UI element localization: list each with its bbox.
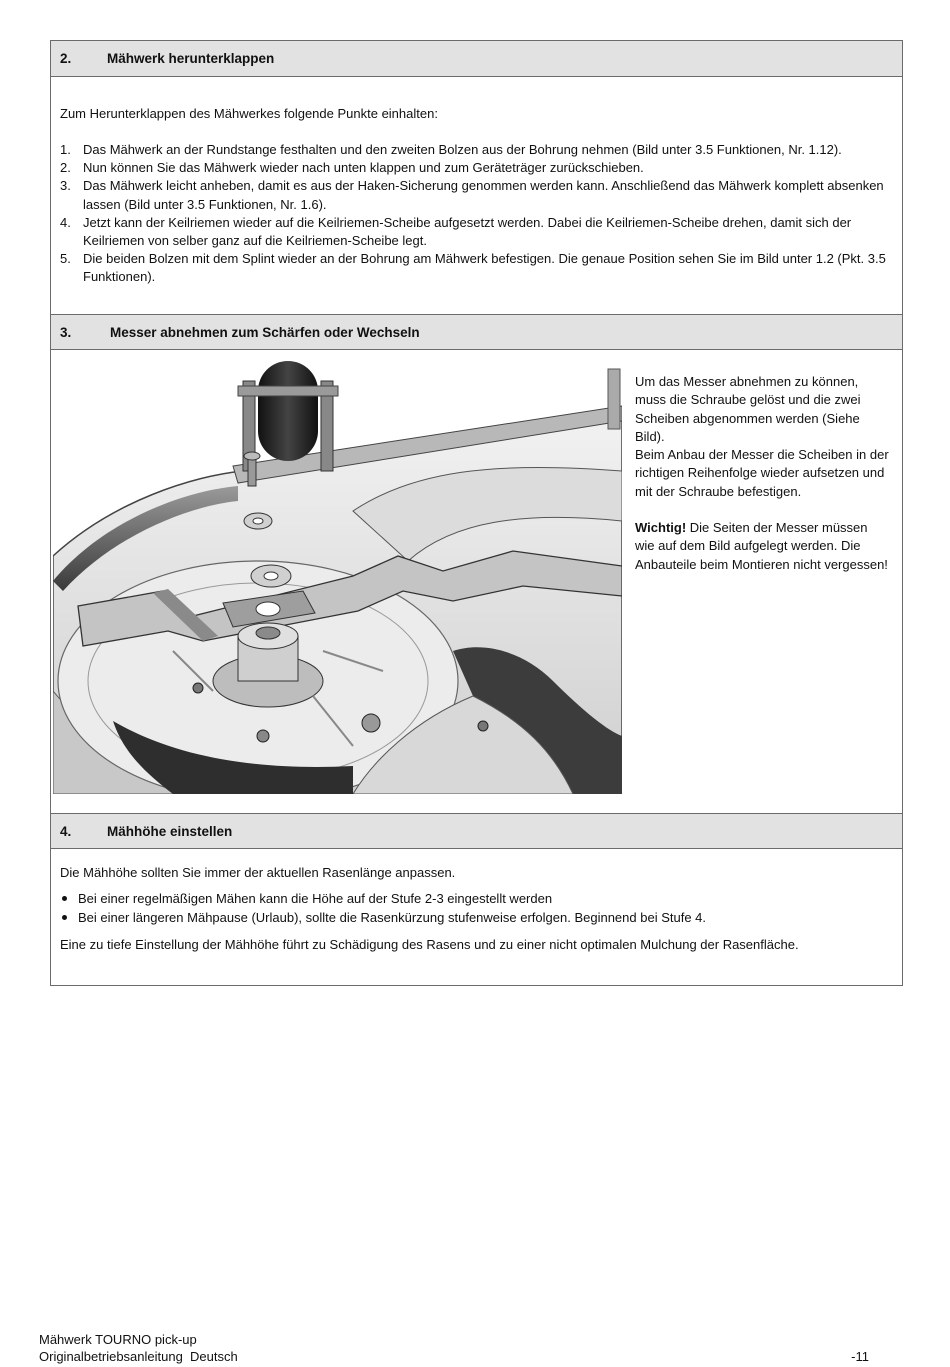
step-number: 5. <box>60 251 71 267</box>
bullet-item: Bei einer regelmäßigen Mähen kann die Höhe auf der Stufe 2-3 eingestellt werden <box>60 889 706 908</box>
page-number: -11 <box>851 1349 869 1364</box>
warning-label: Wichtig! <box>635 520 687 536</box>
section-3-paragraph-1: Um das Messer abnehmen zu können, muss die Schraube gelöst und die zwei Scheiben abgenommen werden (Siehe Bild). <box>635 374 861 444</box>
section-3-number: 3. <box>60 325 72 340</box>
footer-product: Mähwerk TOURNO pick-up <box>39 1332 197 1347</box>
step-number: 2. <box>60 160 71 176</box>
section-2-header <box>51 41 902 77</box>
section-3-paragraph-2: Beim Anbau der Messer die Scheiben in der richtigen Reihenfolge wieder aufsetzen und mit der Schraube befestigen. <box>635 447 889 499</box>
section-2-steps <box>60 141 895 287</box>
step-item <box>60 177 895 213</box>
bullet-item: Bei einer längeren Mähpause (Urlaub), sollte die Rasenkürzung stufenweise erfolgen. Beginnend bei Stufe 4. <box>60 908 706 927</box>
page-footer <box>39 1331 874 1365</box>
section-3-header <box>51 314 902 350</box>
section-4-bullets <box>60 889 706 927</box>
section-2-number: 2. <box>60 51 72 66</box>
section-2-title: Mähwerk herunterklappen <box>107 51 275 66</box>
step-text: Jetzt kann der Keilriemen wieder auf die Keilriemen-Scheibe aufgesetzt werden. Dabei die Keilriemen-Scheibe drehen, damit sich der Keilriemen von selber ganz auf die Keilriemen-Scheibe legt. <box>83 214 852 249</box>
step-item <box>60 141 895 159</box>
step-number: 4. <box>60 214 71 230</box>
step-text: Nun können Sie das Mähwerk wieder nach unten klappen und zum Geräteträger zurückschieben. <box>83 160 644 176</box>
section-3-text <box>635 373 890 574</box>
step-number: 3. <box>60 178 71 194</box>
mower-deck-blade-illustration <box>53 351 622 794</box>
section-4-header <box>51 813 902 849</box>
step-text: Das Mähwerk leicht anheben, damit es aus der Haken-Sicherung genommen werden kann. Anschließend das Mähwerk komplett absenken lassen (Bild unter 3.5 Funktionen, Nr. 1.6). <box>83 178 884 212</box>
section-4-intro: Die Mähhöhe sollten Sie immer der aktuellen Rasenlänge anpassen. <box>60 865 456 880</box>
step-text: Die beiden Bolzen mit dem Splint wieder an der Bohrung am Mähwerk befestigen. Die genaue Position sehen Sie im Bild unter 1.2 (Pkt. 3.5 Funktionen). <box>83 251 886 285</box>
step-item <box>60 159 895 177</box>
content-frame <box>50 40 903 986</box>
footer-manual: Originalbetriebsanleitung Deutsch <box>39 1349 238 1364</box>
step-item <box>60 250 895 286</box>
section-4-title: Mähhöhe einstellen <box>107 824 233 839</box>
warning-text: Die Seiten der Messer müssen wie auf dem Bild aufgelegt werden. Die Anbauteile beim Montieren nicht vergessen! <box>635 520 888 572</box>
section-3-title: Messer abnehmen zum Schärfen oder Wechseln <box>110 325 420 340</box>
section-4-closing: Eine zu tiefe Einstellung der Mähhöhe führt zu Schädigung des Rasens und zu einer nicht optimalen Mulchung der Rasenfläche. <box>60 937 799 952</box>
step-text: Das Mähwerk an der Rundstange festhalten und den zweiten Bolzen aus der Bohrung nehmen (Bild unter 3.5 Funktionen, Nr. 1.12). <box>83 142 842 157</box>
step-number: 1. <box>60 142 71 157</box>
section-3-warning <box>635 519 890 574</box>
section-2-intro: Zum Herunterklappen des Mähwerkes folgende Punkte einhalten: <box>60 106 438 121</box>
step-item <box>60 214 895 250</box>
section-4-number: 4. <box>60 824 72 839</box>
